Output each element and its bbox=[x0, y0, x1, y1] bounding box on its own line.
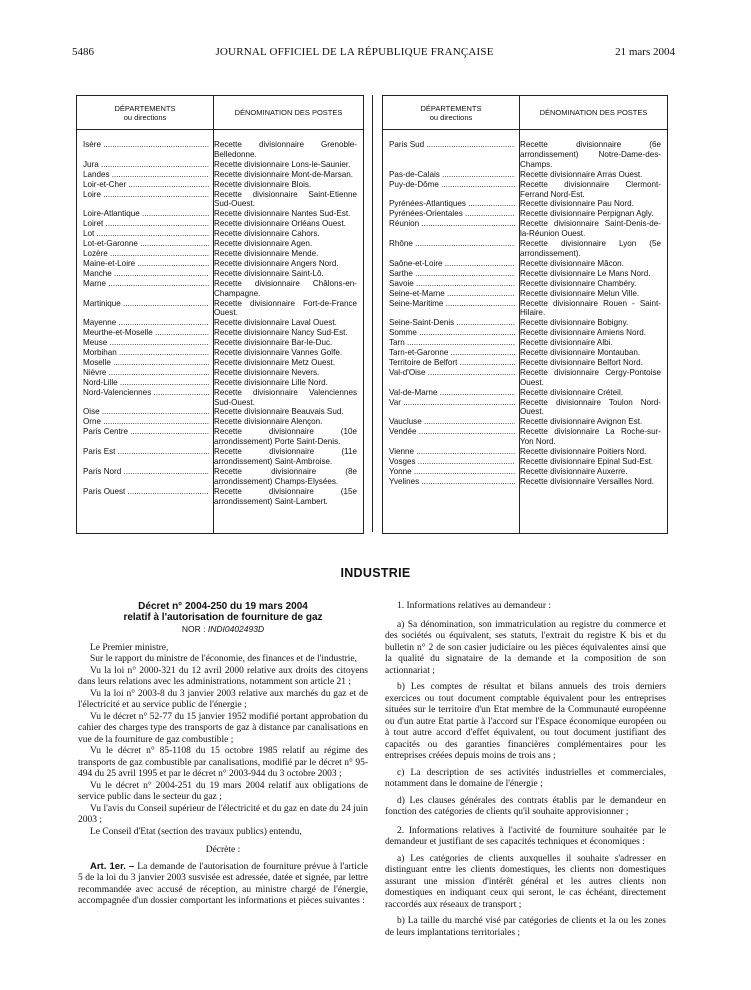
decree-paragraph: c) La description de ses activités industrielles et commerciales, notamment dans le domaine de l'énergie ; bbox=[385, 767, 666, 789]
poste-cell: Recette divisionnaire Fort-de-France Ouest. bbox=[214, 298, 357, 318]
poste-cell: Recette divisionnaire Albi. bbox=[520, 338, 613, 348]
table-row bbox=[383, 299, 667, 319]
table-row bbox=[383, 398, 667, 418]
departement-cell: Seine-Maritime ..... bbox=[383, 299, 515, 319]
decree-right-column bbox=[385, 601, 666, 939]
departement-cell: Rhône ..... bbox=[383, 239, 515, 259]
decrete: Décrète : bbox=[205, 845, 241, 855]
departement-cell: Somme ..... bbox=[383, 328, 515, 338]
departement-cell: Meurthe-et-Moselle ..... bbox=[77, 328, 209, 338]
table-row bbox=[77, 368, 363, 378]
poste-cell: Recette divisionnaire Chambéry. bbox=[520, 278, 637, 288]
table-header bbox=[77, 96, 363, 130]
departement-cell: Paris Est ..... bbox=[77, 447, 209, 467]
poste-cell: Recette divisionnaire Saint-Denis-de-la-Réunion Ouest. bbox=[520, 219, 661, 239]
header-label: DÉPARTEMENTS bbox=[420, 103, 482, 113]
decree-paragraph: d) Les clauses générales des contrats établis par le demandeur en fonction des catégories de clients qu'il souhaite approvisionner ; bbox=[385, 795, 666, 817]
table-row bbox=[77, 447, 363, 467]
poste-cell: Recette divisionnaire Avignon Est. bbox=[520, 417, 643, 427]
table-row bbox=[383, 209, 667, 219]
table-body bbox=[77, 130, 363, 533]
table-row bbox=[383, 348, 667, 358]
departement-cell: Nièvre ..... bbox=[77, 368, 209, 378]
table-row bbox=[383, 368, 667, 388]
departement-cell: Lot-et-Garonne ..... bbox=[77, 239, 209, 249]
table-row bbox=[77, 427, 363, 447]
decree-paragraph: a) Sa dénomination, son immatriculation au registre du commerce et des sociétés ou équivalent, ses statuts, l'extrait du registre K bis et du bulletin n° 2 de son casier judiciaire ou les pièces équivalentes ainsi que la qualité du signataire de la demande et la composition de son actionnariat ; bbox=[385, 619, 666, 676]
poste-cell: Recette divisionnaire Beauvais Sud. bbox=[214, 407, 344, 417]
poste-cell: Recette divisionnaire Lille Nord. bbox=[214, 377, 328, 387]
departement-cell: Saône-et-Loire ..... bbox=[383, 259, 515, 269]
vise-paragraph: Vu le décret n° 85-1108 du 15 octobre 1985 relatif au régime des transports de gaz combustible par canalisations, modifié par le décret n° 95-494 du 25 avril 1995 et par le décret n° 2003-944 du 3 octobre 2003 ; bbox=[78, 746, 368, 779]
departement-cell: Loir-et-Cher ..... bbox=[77, 180, 209, 190]
departement-cell: Martinique ..... bbox=[77, 299, 209, 319]
departement-cell: Isère ..... bbox=[77, 140, 209, 160]
departement-cell: Landes ..... bbox=[77, 170, 209, 180]
departement-cell: Meuse ..... bbox=[77, 338, 209, 348]
departement-cell: Puy-de-Dôme ..... bbox=[383, 180, 515, 200]
poste-cell: Recette divisionnaire Metz Ouest. bbox=[214, 357, 336, 367]
decree-paragraph: a) Les catégories de clients auxquelles il souhaite s'adresser en distinguant entre les clients domestiques, les clients non domestiques assurant une mission d'intérêt général et les autres clients non domestiques en indiquant ceux qui seront, le cas échéant, directement raccordés aux réseaux de transport ; bbox=[385, 853, 666, 910]
table-row bbox=[77, 249, 363, 259]
departement-cell: Savoie ..... bbox=[383, 279, 515, 289]
col-departements-header bbox=[383, 96, 520, 129]
table-row bbox=[77, 358, 363, 368]
poste-cell: Recette divisionnaire La Roche-sur-Yon Nord. bbox=[520, 427, 661, 447]
table-row bbox=[383, 259, 667, 269]
table-row bbox=[77, 318, 363, 328]
departement-cell: Pyrénées-Atlantiques ..... bbox=[383, 199, 515, 209]
nor-code: INDI0402493D bbox=[207, 624, 265, 634]
table-row bbox=[383, 140, 667, 170]
departement-cell: Vosges ..... bbox=[383, 457, 515, 467]
poste-cell: Recette divisionnaire Lons-le-Saunier. bbox=[214, 159, 351, 169]
poste-cell: Recette divisionnaire Cergy-Pontoise Ouest. bbox=[520, 367, 661, 387]
poste-cell: Recette divisionnaire Saint-Etienne Sud-Ouest. bbox=[214, 189, 357, 209]
poste-cell: Recette divisionnaire Lyon (5e arrondissement). bbox=[520, 239, 661, 258]
table-row bbox=[383, 338, 667, 348]
decree-paragraph: 2. Informations relatives à l'activité de fourniture souhaitée par le demandeur et justifiant de ses capacités techniques et économiques : bbox=[385, 825, 666, 847]
header-sublabel: ou directions bbox=[429, 112, 473, 122]
poste-cell: Recette divisionnaire Versailles Nord. bbox=[520, 476, 655, 486]
table-row bbox=[383, 239, 667, 259]
table-row bbox=[77, 388, 363, 408]
departement-cell: Val-d'Oise ..... bbox=[383, 368, 515, 388]
departement-cell: Pas-de-Calais ..... bbox=[383, 170, 515, 180]
nor-label: NOR : bbox=[181, 624, 206, 634]
departement-cell: Paris Centre ..... bbox=[77, 427, 209, 447]
poste-cell: Recette divisionnaire Cahors. bbox=[214, 229, 320, 239]
departement-cell: Yvelines ..... bbox=[383, 477, 515, 487]
departement-cell: Paris Sud ..... bbox=[383, 140, 515, 170]
departement-cell: Loire-Atlantique ..... bbox=[77, 209, 209, 219]
table-row bbox=[77, 190, 363, 210]
poste-cell: Recette divisionnaire Mende. bbox=[214, 248, 319, 258]
vise-paragraph: Vu le décret n° 52-77 du 15 janvier 1952 modifié portant approbation du cahier des charges type des transports de gaz à distance par canalisations en vue de la fourniture de gaz combustible ; bbox=[78, 711, 368, 745]
poste-cell: Recette divisionnaire Saint-Lô. bbox=[214, 268, 324, 278]
departement-cell: Var ..... bbox=[383, 398, 515, 418]
decree-title-line: Décret n° 2004-250 du 19 mars 2004 bbox=[138, 601, 308, 612]
departement-cell: Lozère ..... bbox=[77, 249, 209, 259]
departement-cell: Seine-Saint-Denis ..... bbox=[383, 318, 515, 328]
departement-cell: Seine-et-Marne ..... bbox=[383, 289, 515, 299]
poste-cell: Recette divisionnaire Blois. bbox=[214, 179, 312, 189]
table-body bbox=[383, 130, 667, 533]
departement-cell: Moselle ..... bbox=[77, 358, 209, 368]
table-row bbox=[77, 348, 363, 358]
poste-cell: Recette divisionnaire Amiens Nord. bbox=[520, 328, 646, 338]
poste-cell: Recette divisionnaire Laval Ouest. bbox=[214, 318, 337, 328]
departement-cell: Vienne ..... bbox=[383, 447, 515, 457]
poste-cell: Recette divisionnaire Agen. bbox=[214, 239, 313, 249]
decree-paragraph: 1. Informations relatives au demandeur : bbox=[397, 601, 552, 611]
col-departements-header bbox=[77, 96, 214, 129]
article-1-label: Art. 1er. – bbox=[90, 860, 135, 872]
poste-cell: Recette divisionnaire Perpignan Agly. bbox=[520, 209, 654, 219]
departement-cell: Lot ..... bbox=[77, 229, 209, 239]
poste-cell: Recette divisionnaire Valenciennes Sud-Ouest. bbox=[214, 387, 357, 407]
departement-cell: Pyrénées-Orientales ..... bbox=[383, 209, 515, 219]
departement-cell: Val-de-Marne ..... bbox=[383, 388, 515, 398]
poste-cell: Recette divisionnaire Mâcon. bbox=[520, 258, 624, 268]
postes-table-right bbox=[382, 95, 668, 534]
poste-cell: Recette divisionnaire Nevers. bbox=[214, 367, 320, 377]
poste-cell: Recette divisionnaire Arras Ouest. bbox=[520, 169, 643, 179]
table-row bbox=[383, 358, 667, 368]
table-row bbox=[77, 338, 363, 348]
vise-paragraph: Vu l'avis du Conseil supérieur de l'électricité et du gaz en date du 24 juin 2003 ; bbox=[78, 803, 368, 825]
col-postes-header: DÉNOMINATION DES POSTES bbox=[234, 108, 343, 117]
vise-paragraph: Vu le décret n° 2004-251 du 19 mars 2004 relatif aux obligations de service public dans le secteur du gaz ; bbox=[78, 780, 368, 802]
poste-cell: Recette divisionnaire (8e arrondissement) Champs-Elysées. bbox=[214, 466, 357, 486]
vise-paragraph: Vu la loi n° 2000-321 du 12 avril 2000 relative aux droits des citoyens dans leurs relations avec les administrations, notamment son article 21 ; bbox=[78, 665, 368, 687]
table-row bbox=[383, 427, 667, 447]
departement-cell: Maine-et-Loire ..... bbox=[77, 259, 209, 269]
departement-cell: Territoire de Belfort ..... bbox=[383, 358, 515, 368]
departement-cell: Paris Nord ..... bbox=[77, 467, 209, 487]
poste-cell: Recette divisionnaire Pau Nord. bbox=[520, 199, 634, 209]
poste-cell: Recette divisionnaire Alençon. bbox=[214, 417, 323, 427]
table-row bbox=[383, 388, 667, 398]
decree-intro: Le Premier ministre, bbox=[90, 642, 169, 653]
departement-cell: Loire ..... bbox=[77, 190, 209, 210]
table-row bbox=[77, 407, 363, 417]
poste-cell: Recette divisionnaire Vannes Golfe. bbox=[214, 348, 343, 358]
decree-title bbox=[78, 601, 368, 623]
decree-left-column bbox=[78, 601, 368, 908]
table-row bbox=[77, 219, 363, 229]
table-row bbox=[383, 289, 667, 299]
decree-vises bbox=[78, 654, 368, 838]
decree-title-line: relatif à l'autorisation de fourniture de gaz bbox=[123, 612, 323, 623]
departement-cell: Oise ..... bbox=[77, 407, 209, 417]
departement-cell: Morbihan ..... bbox=[77, 348, 209, 358]
departement-cell: Paris Ouest ..... bbox=[77, 487, 209, 507]
postes-table-left bbox=[76, 95, 364, 534]
table-row bbox=[77, 140, 363, 160]
table-header bbox=[383, 96, 667, 130]
table-row bbox=[77, 279, 363, 299]
poste-cell: Recette divisionnaire Nancy Sud-Est. bbox=[214, 328, 348, 338]
poste-cell: Recette divisionnaire Créteil. bbox=[520, 387, 624, 397]
departement-cell: Manche ..... bbox=[77, 269, 209, 279]
table-row bbox=[383, 279, 667, 289]
table-row bbox=[77, 259, 363, 269]
poste-cell: Recette divisionnaire (15e arrondissement) Saint-Lambert. bbox=[214, 486, 357, 506]
nor-reference bbox=[78, 624, 368, 636]
table-row bbox=[383, 269, 667, 279]
poste-cell: Recette divisionnaire Epinal Sud-Est. bbox=[520, 457, 654, 466]
table-row bbox=[77, 209, 363, 219]
poste-cell: Recette divisionnaire Toulon Nord-Ouest. bbox=[520, 397, 661, 417]
poste-cell: Recette divisionnaire Le Mans Nord. bbox=[520, 268, 651, 278]
table-row bbox=[383, 417, 667, 427]
table-row bbox=[77, 269, 363, 279]
decree-paragraph: b) Les comptes de résultat et bilans annuels des trois derniers exercices ou tout document comptable équivalent pour les entreprises situées sur le territoire d'un Etat membre de la Communauté européenne ou d'un autre Etat partie à l'accord sur l'Espace économique européen ou à tout autre accord d'effet équivalent, ou tout document justifiant des capacités ou des garanties financières complémentaires pour les entreprises créées depuis moins de trois ans ; bbox=[385, 682, 666, 761]
table-row bbox=[77, 467, 363, 487]
poste-cell: Recette divisionnaire Clermont-Ferrand Nord-Est. bbox=[520, 179, 661, 199]
poste-cell: Recette divisionnaire Angers Nord. bbox=[214, 258, 339, 268]
departement-cell: Tarn ..... bbox=[383, 338, 515, 348]
poste-cell: Recette divisionnaire Auxerre. bbox=[520, 466, 628, 476]
departement-cell: Sarthe ..... bbox=[383, 269, 515, 279]
table-row bbox=[383, 447, 667, 457]
column-divider bbox=[372, 95, 373, 532]
table-row bbox=[77, 239, 363, 249]
table-row bbox=[383, 457, 667, 467]
vise-paragraph: Vu la loi n° 2003-8 du 3 janvier 2003 relative aux marchés du gaz et de l'électricité et au service public de l'énergie ; bbox=[78, 688, 368, 710]
poste-cell: Recette divisionnaire Orléans Ouest. bbox=[214, 219, 346, 229]
poste-cell: Recette divisionnaire (11e arrondissement) Saint-Ambroise. bbox=[214, 447, 357, 466]
header-sublabel: ou directions bbox=[123, 112, 167, 122]
poste-cell: Recette divisionnaire Grenoble-Belledonne. bbox=[214, 140, 357, 159]
poste-cell: Recette divisionnaire (10e arrondissement) Porte Saint-Denis. bbox=[214, 427, 357, 447]
journal-title: JOURNAL OFFICIEL DE LA RÉPUBLIQUE FRANÇAISE bbox=[215, 46, 494, 58]
table-row bbox=[383, 318, 667, 328]
page-number: 5486 bbox=[72, 46, 94, 58]
departement-cell: Yonne ..... bbox=[383, 467, 515, 477]
table-row bbox=[77, 160, 363, 170]
table-row bbox=[77, 180, 363, 190]
departement-cell: Nord-Valenciennes ..... bbox=[77, 388, 209, 408]
table-row bbox=[383, 328, 667, 338]
departement-cell: Mayenne ..... bbox=[77, 318, 209, 328]
departement-cell: Jura ..... bbox=[77, 160, 209, 170]
table-row bbox=[383, 170, 667, 180]
poste-cell: Recette divisionnaire Châlons-en-Champagne. bbox=[214, 278, 357, 298]
poste-cell: Recette divisionnaire Bobigny. bbox=[520, 318, 629, 328]
table-row bbox=[77, 170, 363, 180]
departement-cell: Vendée ..... bbox=[383, 427, 515, 447]
poste-cell: Recette divisionnaire Bar-le-Duc. bbox=[214, 338, 333, 348]
poste-cell: Recette divisionnaire Nantes Sud-Est. bbox=[214, 209, 351, 219]
poste-cell: Recette divisionnaire Mont-de-Marsan. bbox=[214, 169, 354, 179]
table-row bbox=[77, 229, 363, 239]
table-row bbox=[77, 378, 363, 388]
departement-cell: Tarn-et-Garonne ..... bbox=[383, 348, 515, 358]
table-row bbox=[77, 487, 363, 507]
header-label: DÉPARTEMENTS bbox=[114, 103, 176, 113]
departement-cell: Vaucluse ..... bbox=[383, 417, 515, 427]
poste-cell: Recette divisionnaire Belfort Nord. bbox=[520, 357, 643, 367]
poste-cell: Recette divisionnaire Poitiers Nord. bbox=[520, 447, 647, 457]
section-title: INDUSTRIE bbox=[340, 566, 411, 580]
departement-cell: Orne ..... bbox=[77, 417, 209, 427]
poste-cell: Recette divisionnaire Montauban. bbox=[520, 348, 641, 358]
table-row bbox=[383, 180, 667, 200]
table-row bbox=[77, 417, 363, 427]
decree-paragraph: b) La taille du marché visé par catégories de clients et la ou les zones de leurs implantations territoriales ; bbox=[385, 916, 666, 938]
table-row bbox=[383, 199, 667, 209]
table-row bbox=[77, 299, 363, 319]
article-1-text: La demande de l'autorisation de fourniture prévue à l'article 5 de la loi du 3 janvier 2003 susvisée est adressée, datée et signée, par lettre recommandée avec accusé de réception, au ministre chargé de l'énergie, accompagnée d'un dossier comportant les informations et pièces suivantes : bbox=[78, 861, 369, 906]
poste-cell: Recette divisionnaire (6e arrondissement) Notre-Dame-des-Champs. bbox=[520, 140, 661, 169]
table-row bbox=[383, 219, 667, 239]
departement-cell: Réunion ..... bbox=[383, 219, 515, 239]
table-row bbox=[383, 477, 667, 487]
departement-cell: Marne ..... bbox=[77, 279, 209, 299]
vise-paragraph: Sur le rapport du ministre de l'économie, des finances et de l'industrie, bbox=[90, 654, 357, 664]
vise-paragraph: Le Conseil d'Etat (section des travaux publics) entendu, bbox=[90, 826, 302, 837]
departement-cell: Loiret ..... bbox=[77, 219, 209, 229]
table-row bbox=[77, 328, 363, 338]
article-1 bbox=[78, 861, 368, 908]
issue-date: 21 mars 2004 bbox=[615, 46, 675, 58]
poste-cell: Recette divisionnaire Melun Ville. bbox=[520, 288, 640, 298]
table-row bbox=[383, 467, 667, 477]
col-postes-header: DÉNOMINATION DES POSTES bbox=[539, 108, 648, 117]
departement-cell: Nord-Lille ..... bbox=[77, 378, 209, 388]
page-header bbox=[72, 46, 675, 62]
poste-cell: Recette divisionnaire Rouen - Saint-Hilaire. bbox=[520, 298, 661, 318]
